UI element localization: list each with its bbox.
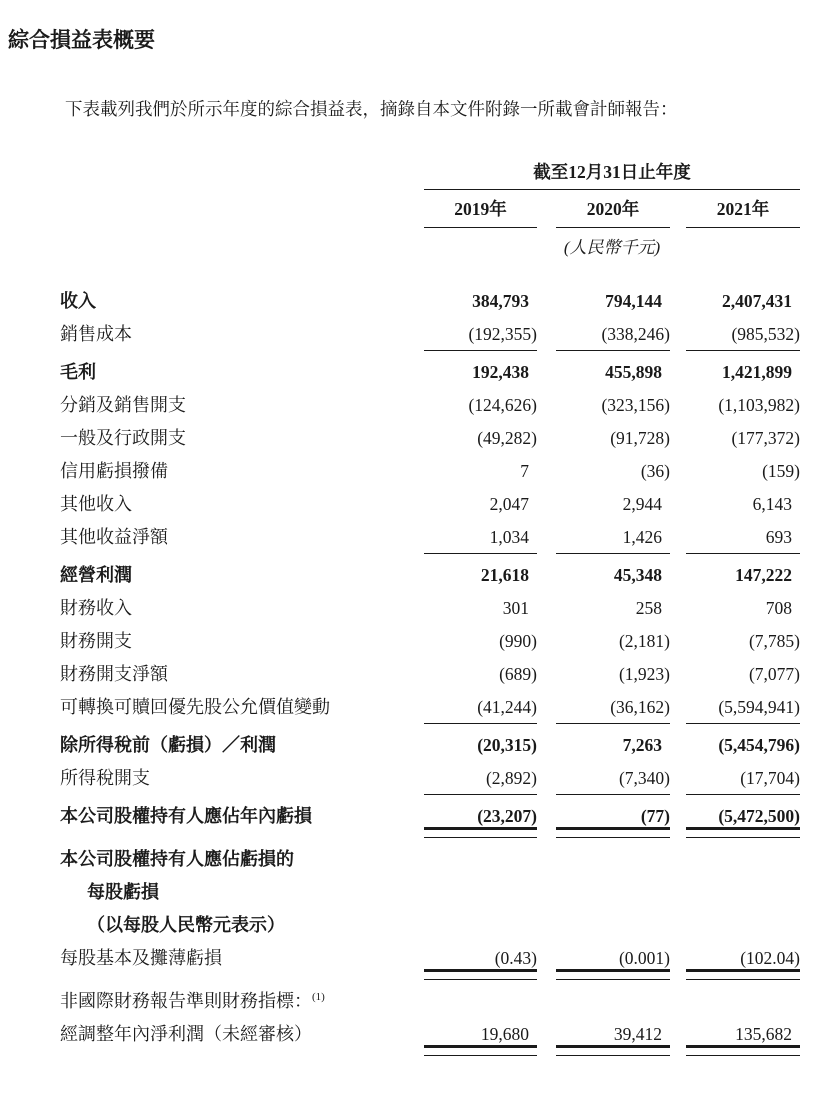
column-header-2020: 2020年 [556,198,670,228]
row-label: 毛利 [60,362,96,382]
table-header [424,161,800,259]
table-row [60,460,800,483]
page-title: 綜合損益表概要 [8,29,155,52]
row-value: 1,421,899 [722,362,792,382]
row-label: 非國際財務報告準則財務指標：$^{(1)}$ [60,991,325,1011]
row-value: (91,728) [610,428,670,448]
table-row [60,290,800,313]
table-row [60,734,800,757]
table-row [60,427,800,450]
row-value: 693 [686,526,800,554]
table-row [60,696,800,724]
table-row [60,990,800,1013]
footnote-ref: (1) [312,991,325,1003]
row-value: (17,704) [686,767,800,795]
row-label: 收入 [60,291,96,311]
row-value: (159) [762,461,800,481]
row-value: 384,793 [472,291,529,311]
row-value: (990) [499,631,537,651]
row-value: 2,407,431 [722,291,792,311]
row-value: (5,472,500) [686,805,800,838]
table-row [60,630,800,653]
row-value: (124,626) [468,395,537,415]
row-label: 其他收益淨額 [60,527,168,547]
table-row [60,597,800,620]
row-value: 39,412 [556,1023,670,1056]
row-label: 可轉換可贖回優先股公允價值變動 [60,697,330,717]
table-row [60,848,800,871]
row-label: 除所得稅前（虧損）／利潤 [60,735,276,755]
column-header-2021: 2021年 [686,198,800,228]
row-value: 45,348 [613,565,662,585]
table-row [60,1023,800,1056]
row-value: 1,426 [556,526,670,554]
table-row [60,323,800,351]
row-value: 1,034 [424,526,537,554]
table-row [60,947,800,980]
row-value: (49,282) [477,428,537,448]
row-label: 本公司股權持有人應佔年內虧損 [60,806,312,826]
intro-paragraph: 下表載列我們於所示年度的綜合損益表，摘錄自本文件附錄一所載會計師報告： [65,99,678,119]
row-value: (36,162) [556,696,670,724]
column-header-2019: 2019年 [424,198,537,228]
row-value: (1,923) [618,664,670,684]
row-label: 本公司股權持有人應佔虧損的 [60,849,294,869]
row-value: 21,618 [480,565,529,585]
row-value: (77) [556,805,670,838]
row-value: (0.43) [424,947,537,980]
row-value: (5,594,941) [686,696,800,724]
row-label: 財務開支 [60,631,132,651]
row-label: 經營利潤 [60,565,132,585]
table-body [60,290,800,1056]
year-columns [424,198,800,228]
table-row [60,881,800,904]
row-value: (177,372) [731,428,800,448]
row-value: (102.04) [686,947,800,980]
row-label: 銷售成本 [60,324,132,344]
table-row [60,493,800,516]
row-value: (689) [499,664,537,684]
row-label: 財務開支淨額 [60,664,168,684]
row-value: 7 [520,461,529,481]
row-label: 所得稅開支 [60,768,150,788]
row-value: 192,438 [472,362,529,382]
row-value: 2,047 [489,494,529,514]
table-row [60,564,800,587]
row-value: (1,103,982) [718,395,800,415]
row-value: (985,532) [686,323,800,351]
table-row [60,663,800,686]
row-value: (7,077) [748,664,800,684]
row-label: 分銷及銷售開支 [60,395,186,415]
row-value: (7,340) [556,767,670,795]
row-value: (192,355) [424,323,537,351]
row-value: (323,156) [601,395,670,415]
row-value: 19,680 [424,1023,537,1056]
row-label: 信用虧損撥備 [60,461,168,481]
row-value: 135,682 [686,1023,800,1056]
row-label: 財務收入 [60,598,132,618]
row-value: (20,315) [477,735,537,755]
row-value: 147,222 [735,565,792,585]
row-label: 每股虧損 [87,882,159,902]
row-label: （以每股人民幣元表示） [87,915,285,935]
row-value: (338,246) [556,323,670,351]
table-row [60,361,800,384]
row-value: 794,144 [605,291,662,311]
currency-unit-note: (人民幣千元) [563,238,661,257]
row-value: 258 [635,598,662,618]
row-value: (36) [640,461,670,481]
row-label: 經調整年內淨利潤（未經審核） [60,1024,312,1044]
row-value: 7,263 [622,735,662,755]
row-label: 每股基本及攤薄虧損 [60,948,222,968]
row-value: 455,898 [605,362,662,382]
row-value: 301 [502,598,529,618]
row-value: (5,454,796) [718,735,800,755]
row-value: 6,143 [752,494,792,514]
row-value: 2,944 [622,494,662,514]
row-value: (0.001) [556,947,670,980]
table-row [60,526,800,554]
table-row [60,394,800,417]
row-value: (7,785) [748,631,800,651]
row-value: (2,892) [424,767,537,795]
table-row [60,767,800,795]
row-value: 708 [765,598,792,618]
row-value: (2,181) [618,631,670,651]
table-row [60,914,800,937]
row-label: 其他收入 [60,494,132,514]
row-label: 一般及行政開支 [60,428,186,448]
income-statement-table [60,161,800,1056]
period-header: 截至12月31日止年度 [424,161,800,190]
row-value: (41,244) [424,696,537,724]
table-row [60,805,800,838]
row-value: (23,207) [424,805,537,838]
